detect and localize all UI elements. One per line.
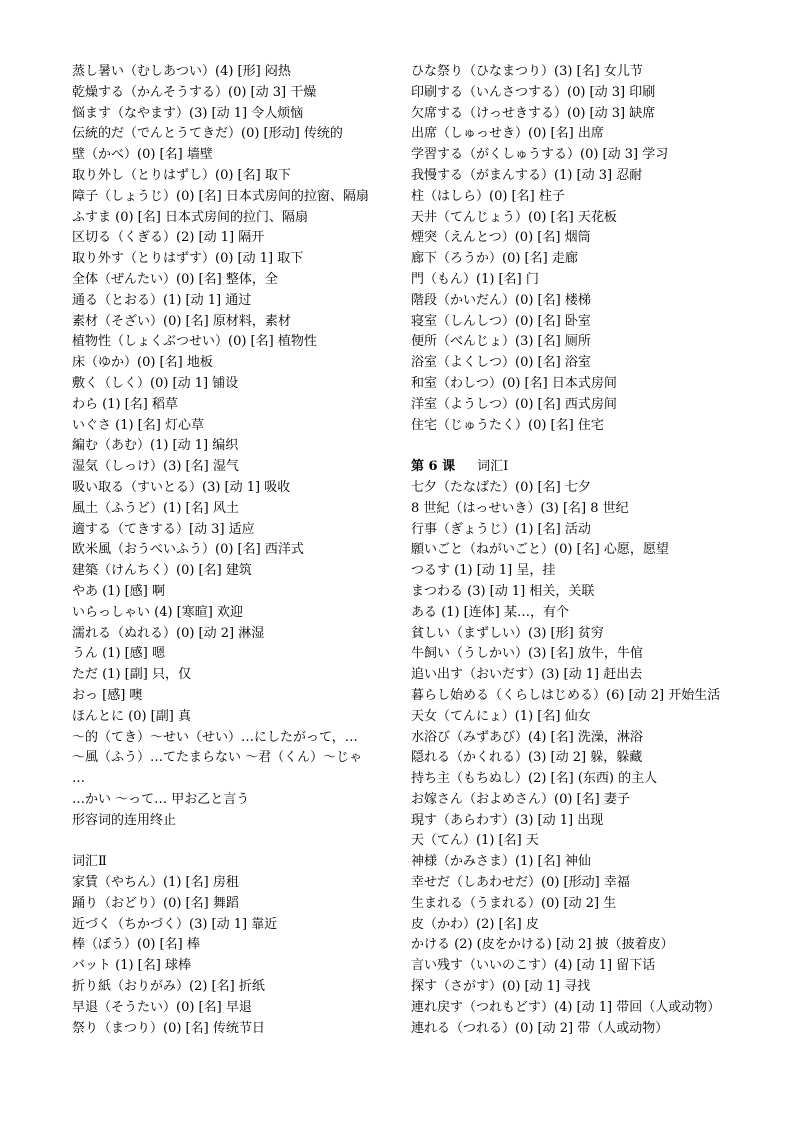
vocab-entry: 言い残す（いいのこす）(4) [动 1] 留下话 — [411, 958, 656, 974]
vocab-entry: 我慢する（がまんする）(1) [动 3] 忍耐 — [411, 167, 643, 183]
vocab-entry: 乾燥する（かんそうする）(0) [动 3] 干燥 — [72, 84, 317, 100]
blank-line — [72, 831, 392, 852]
blank-line — [411, 436, 751, 457]
vocab-entry: 暮らし始める（くらしはじめる）(6) [动 2] 开始生活 — [411, 687, 721, 703]
vocab-entry: 欧米風（おうべいふう）(0) [名] 西洋式 — [72, 542, 304, 558]
left-entries-a — [72, 62, 392, 831]
vocab-entry: 生まれる（うまれる）(0) [动 2] 生 — [411, 895, 617, 911]
vocab-entry: 祭り（まつり）(0) [名] 传统节日 — [72, 1020, 265, 1036]
vocab-entry: ある (1) [连体] 某…，有个 — [411, 604, 569, 620]
vocab-entry: わら (1) [名] 稻草 — [72, 396, 178, 412]
vocab-entry: 連れる（つれる）(0) [动 2] 带（人或动物） — [411, 1020, 669, 1036]
vocab-entry: 牛飼い（うしかい）(3) [名] 放牛，牛倌 — [411, 646, 643, 662]
vocab-entry: 持ち主（もちぬし）(2) [名] (东西) 的主人 — [411, 771, 658, 787]
vocab-entry: 住宅（じゅうたく）(0) [名] 住宅 — [411, 417, 604, 433]
vocab-entry: ～風（ふう）…てたまらない ～君（くん）～じゃ — [72, 750, 363, 766]
vocab-entry: 伝統的だ（でんとうてきだ）(0) [形动] 传统的 — [72, 126, 343, 142]
vocab-entry: 床（ゆか）(0) [名] 地板 — [72, 355, 213, 371]
vocab-entry: 出席（しゅっせき）(0) [名] 出席 — [411, 126, 604, 142]
vocab-entry: つるす (1) [动 1] 呈，挂 — [411, 563, 556, 579]
vocab-entry: 欠席する（けっせきする）(0) [动 3] 缺席 — [411, 105, 656, 121]
vocab-entry: 学習する（がくしゅうする）(0) [动 3] 学习 — [411, 147, 669, 163]
right-entries-b — [411, 478, 751, 1040]
vocab-entry: 素材（そざい）(0) [名] 原材料，素材 — [72, 313, 291, 329]
vocab-entry: 形容词的连用终止 — [72, 812, 177, 828]
vocab-entry: 煙突（えんとつ）(0) [名] 烟筒 — [411, 230, 591, 246]
vocab-entry: 蒸し暑い（むしあつい）(4) [形] 闷热 — [72, 64, 291, 79]
lesson-heading — [411, 457, 751, 478]
vocab-entry: 廊下（ろうか）(0) [名] 走廊 — [411, 251, 578, 267]
lesson-number: 第 6 课 — [411, 459, 456, 475]
vocab-entry: 家賃（やちん）(1) [名] 房租 — [72, 875, 239, 891]
vocab-entry: 適する（てきする）[动 3] 适应 — [72, 521, 255, 537]
vocab-entry: 近づく（ちかづく）(3) [动 1] 靠近 — [72, 916, 278, 932]
vocab-entry: かける (2) (皮をかける) [动 2] 披（披着皮） — [411, 937, 674, 953]
vocab-entry: お嫁さん（およめさん）(0) [名] 妻子 — [411, 791, 630, 807]
vocab-entry: 全体（ぜんたい）(0) [名] 整体，全 — [72, 271, 278, 287]
vocab-entry: おっ [感] 噢 — [72, 687, 143, 703]
vocab-entry: …かい ～って… 甲お乙と言う — [72, 791, 250, 807]
vocab-entry: 階段（かいだん）(0) [名] 楼梯 — [411, 292, 591, 308]
vocab-entry: 取り外す（とりはずす）(0) [动 1] 取下 — [72, 251, 304, 267]
vocab-entry: 折り紙（おりがみ）(2) [名] 折纸 — [72, 979, 265, 995]
vocab-entry: 障子（しょうじ）(0) [名] 日本式房间的拉窗、隔扇 — [72, 188, 369, 204]
right-column — [411, 62, 751, 1039]
vocab-entry: バット (1) [名] 球棒 — [72, 958, 191, 974]
vocab-entry: 通る（とおる）(1) [动 1] 通过 — [72, 292, 252, 308]
vocab-entry: 敷く（しく）(0) [动 1] 铺设 — [72, 375, 239, 391]
vocab-entry: 水浴び（みずあび）(4) [名] 洗澡，淋浴 — [411, 729, 643, 745]
vocab-entry: 天女（てんにょ）(1) [名] 仙女 — [411, 708, 591, 724]
vocab-entry: 吸い取る（すいとる）(3) [动 1] 吸收 — [72, 479, 291, 495]
vocab-entry: 踊り（おどり）(0) [名] 舞蹈 — [72, 895, 239, 911]
vocab-entry: いぐさ (1) [名] 灯心草 — [72, 417, 204, 433]
vocab-entry: 浴室（よくしつ）(0) [名] 浴室 — [411, 355, 591, 371]
vocab-entry: 探す（さがす）(0) [动 1] 寻找 — [411, 979, 591, 995]
vocab-entry: 区切る（くぎる）(2) [动 1] 隔开 — [72, 230, 265, 246]
vocab-entry: ただ (1) [副] 只，仅 — [72, 667, 191, 683]
vocab-entry: 隠れる（かくれる）(3) [动 2] 躲，躲藏 — [411, 750, 643, 766]
vocab-entry: ひな祭り（ひなまつり）(3) [名] 女儿节 — [411, 64, 643, 79]
vocab-entry: 植物性（しょくぶつせい）(0) [名] 植物性 — [72, 334, 317, 350]
vocab-entry: 天井（てんじょう）(0) [名] 天花板 — [411, 209, 617, 225]
vocab-entry: 取り外し（とりはずし）(0) [名] 取下 — [72, 167, 291, 183]
vocab-entry: 幸せだ（しあわせだ）(0) [形动] 幸福 — [411, 875, 630, 891]
vocab-entry: 湿気（しっけ）(3) [名] 湿气 — [72, 459, 239, 475]
vocab-entry: 貧しい（まずしい）(3) [形] 贫穷 — [411, 625, 604, 641]
vocab-entry: 便所（べんじょ）(3) [名] 厕所 — [411, 334, 591, 350]
vocab-entry: ふすま (0) [名] 日本式房间的拉门、隔扇 — [72, 209, 308, 225]
vocab-entry: 皮（かわ）(2) [名] 皮 — [411, 916, 539, 932]
left-entries-b — [72, 873, 392, 1039]
vocab-entry: 棒（ぼう）(0) [名] 棒 — [72, 937, 200, 953]
vocab-entry: 濡れる（ぬれる）(0) [动 2] 淋湿 — [72, 625, 265, 641]
vocab2-header: 词汇Ⅱ — [72, 854, 107, 870]
vocab-entry: 洋室（ようしつ）(0) [名] 西式房间 — [411, 396, 617, 412]
vocab-entry: 行事（ぎょうじ）(1) [名] 活动 — [411, 521, 591, 537]
vocab-entry: 七夕（たなばた）(0) [名] 七夕 — [411, 479, 591, 495]
vocab-entry: 風土（ふうど）(1) [名] 风土 — [72, 500, 239, 516]
vocab-entry: いらっしゃい (4) [寒暄] 欢迎 — [72, 604, 243, 620]
vocab-entry: うん (1) [感] 嗯 — [72, 646, 165, 662]
vocab-entry: 願いごと（ねがいごと）(0) [名] 心愿，愿望 — [411, 542, 669, 558]
vocab-entry: 連れ戻す（つれもどす）(4) [动 1] 带回（人或动物） — [411, 999, 721, 1015]
vocab-entry: ～的（てき）～せい（せい）…にしたがって，… — [72, 729, 358, 745]
left-column — [72, 62, 392, 1039]
vocab-entry: … — [72, 771, 85, 787]
lesson-subtitle: 词汇Ⅰ — [477, 459, 509, 475]
vocab-entry: まつわる (3) [动 1] 相关，关联 — [411, 583, 595, 599]
vocab-entry: 建築（けんちく）(0) [名] 建筑 — [72, 563, 252, 579]
vocab-entry: 早退（そうたい）(0) [名] 早退 — [72, 999, 252, 1015]
right-entries-a — [411, 62, 751, 436]
vocab-entry: 和室（わしつ）(0) [名] 日本式房间 — [411, 375, 617, 391]
vocab-entry: 現す（あらわす）(3) [动 1] 出现 — [411, 812, 604, 828]
vocab-entry: 天（てん）(1) [名] 天 — [411, 833, 539, 849]
vocab-entry: 壁（かべ）(0) [名] 墙壁 — [72, 147, 213, 163]
vocab-entry: 寝室（しんしつ）(0) [名] 卧室 — [411, 313, 591, 329]
vocab-entry: 神様（かみさま）(1) [名] 神仙 — [411, 854, 591, 870]
vocab-entry: 悩ます（なやます）(3) [动 1] 令人烦恼 — [72, 105, 304, 121]
vocab-entry: 8 世紀（はっせいき）(3) [名] 8 世纪 — [411, 500, 629, 516]
vocab-entry: やあ (1) [感] 啊 — [72, 583, 165, 599]
vocab-entry: 門（もん）(1) [名] 门 — [411, 271, 539, 287]
vocab-entry: 柱（はしら）(0) [名] 柱子 — [411, 188, 565, 204]
vocab-entry: 編む（あむ）(1) [动 1] 编织 — [72, 438, 239, 454]
vocab-entry: 追い出す（おいだす）(3) [动 1] 赶出去 — [411, 667, 643, 683]
vocab-entry: 印刷する（いんさつする）(0) [动 3] 印刷 — [411, 84, 656, 100]
vocab-entry: ほんとに (0) [副] 真 — [72, 708, 191, 724]
